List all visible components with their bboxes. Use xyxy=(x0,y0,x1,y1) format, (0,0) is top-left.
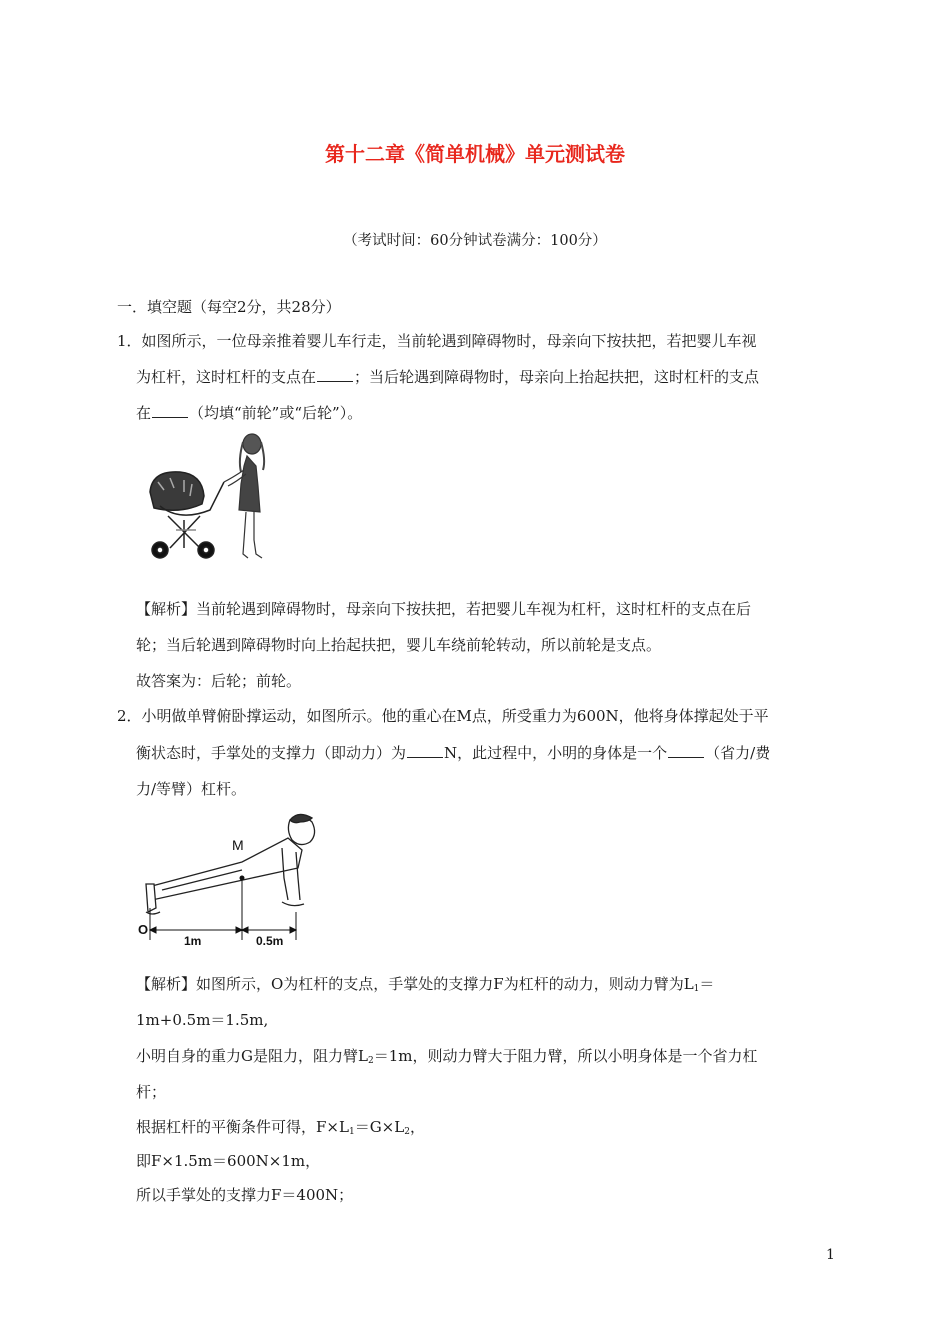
pushup-figure xyxy=(132,808,332,950)
answer-blank xyxy=(152,403,188,418)
q1-text-3b: （均填“前轮”或“后轮”）。 xyxy=(189,404,363,422)
q1-analysis-2: 轮；当后轮遇到障碍物时向上抬起扶把，婴儿车绕前轮转动，所以前轮是支点。 xyxy=(136,636,662,654)
q1-text-2b: ；当后轮遇到障碍物时，母亲向上抬起扶把，这时杠杆的支点 xyxy=(354,368,760,386)
q1-line-1: 1．如图所示，一位母亲推着婴儿车行走，当前轮遇到障碍物时，母亲向下按扶把，若把婴儿车视 xyxy=(117,332,757,350)
q2-analysis-3 xyxy=(136,1046,757,1071)
exam-info: （考试时间：60分钟试卷满分：100分） xyxy=(343,233,607,249)
q2-analysis-1a: 【解析】如图所示，O为杠杆的支点，手掌处的支撑力F为杠杆的动力，则动力臂为L xyxy=(136,975,694,993)
pushup-person-illustration xyxy=(146,814,315,914)
q2-line-1: 2．小明做单臂俯卧撑运动，如图所示。他的重心在M点，所受重力为600N，他将身体撑起处于平 xyxy=(117,707,769,725)
q2-analysis-4: 杆； xyxy=(136,1083,167,1101)
q2-text-2a: 衡状态时，手掌处的支撑力（即动力）为 xyxy=(136,744,407,762)
q1-text-2a: 为杠杆，这时杠杆的支点在 xyxy=(136,368,317,386)
q2-analysis-5a: 根据杠杆的平衡条件可得，F×L xyxy=(136,1118,349,1136)
subscript: 2 xyxy=(367,1056,374,1066)
stroller-illustration xyxy=(150,472,224,558)
q2-analysis-5b: ＝G×L xyxy=(354,1118,405,1136)
q2-analysis-6: 即F×1.5m＝600N×1m， xyxy=(136,1152,321,1170)
answer-blank xyxy=(317,367,353,382)
mother-illustration xyxy=(224,434,264,558)
q2-analysis-3b: ＝1m，则动力臂大于阻力臂，所以小明身体是一个省力杠 xyxy=(373,1047,758,1065)
center-of-gravity-point xyxy=(240,876,245,881)
q2-analysis-3a: 小明自身的重力G是阻力，阻力臂L xyxy=(136,1047,368,1065)
subscript: 2 xyxy=(404,1127,410,1137)
q2-text-2b: N，此过程中，小明的身体是一个 xyxy=(444,744,668,762)
subscript: 1 xyxy=(693,984,700,994)
q1-line-3 xyxy=(136,403,362,423)
q2-analysis-1 xyxy=(136,974,714,999)
q2-line-3: 力/等臂）杠杆。 xyxy=(136,780,247,798)
q2-text-2c: （省力/费 xyxy=(705,744,771,762)
q1-line-2 xyxy=(136,367,759,387)
answer-blank xyxy=(407,743,443,758)
stroller-figure xyxy=(140,430,280,570)
q2-analysis-5 xyxy=(136,1117,425,1142)
q2-analysis-2: 1m+0.5m＝1.5m, xyxy=(136,1011,269,1029)
label-o: O xyxy=(138,922,149,937)
label-m: M xyxy=(232,837,244,853)
q2-analysis-5c: ， xyxy=(409,1118,425,1136)
subscript: 1 xyxy=(348,1127,355,1137)
page-title: 第十二章《简单机械》单元测试卷 xyxy=(325,142,625,166)
q1-analysis-1: 【解析】当前轮遇到障碍物时，母亲向下按扶把，若把婴儿车视为杠杆，这时杠杆的支点在后 xyxy=(136,600,752,618)
label-0-5m: 0.5m xyxy=(256,934,284,948)
section-heading: 一．填空题（每空2分，共28分） xyxy=(117,298,341,316)
q2-line-2 xyxy=(136,743,770,763)
q1-answer: 故答案为：后轮；前轮。 xyxy=(136,672,302,690)
answer-blank xyxy=(668,743,704,758)
q2-analysis-1b: ＝ xyxy=(699,975,715,993)
q1-text-3a: 在 xyxy=(136,404,152,422)
q2-analysis-7: 所以手掌处的支撑力F＝400N； xyxy=(136,1186,354,1204)
page-number: 1 xyxy=(826,1247,835,1263)
label-1m: 1m xyxy=(184,934,202,948)
